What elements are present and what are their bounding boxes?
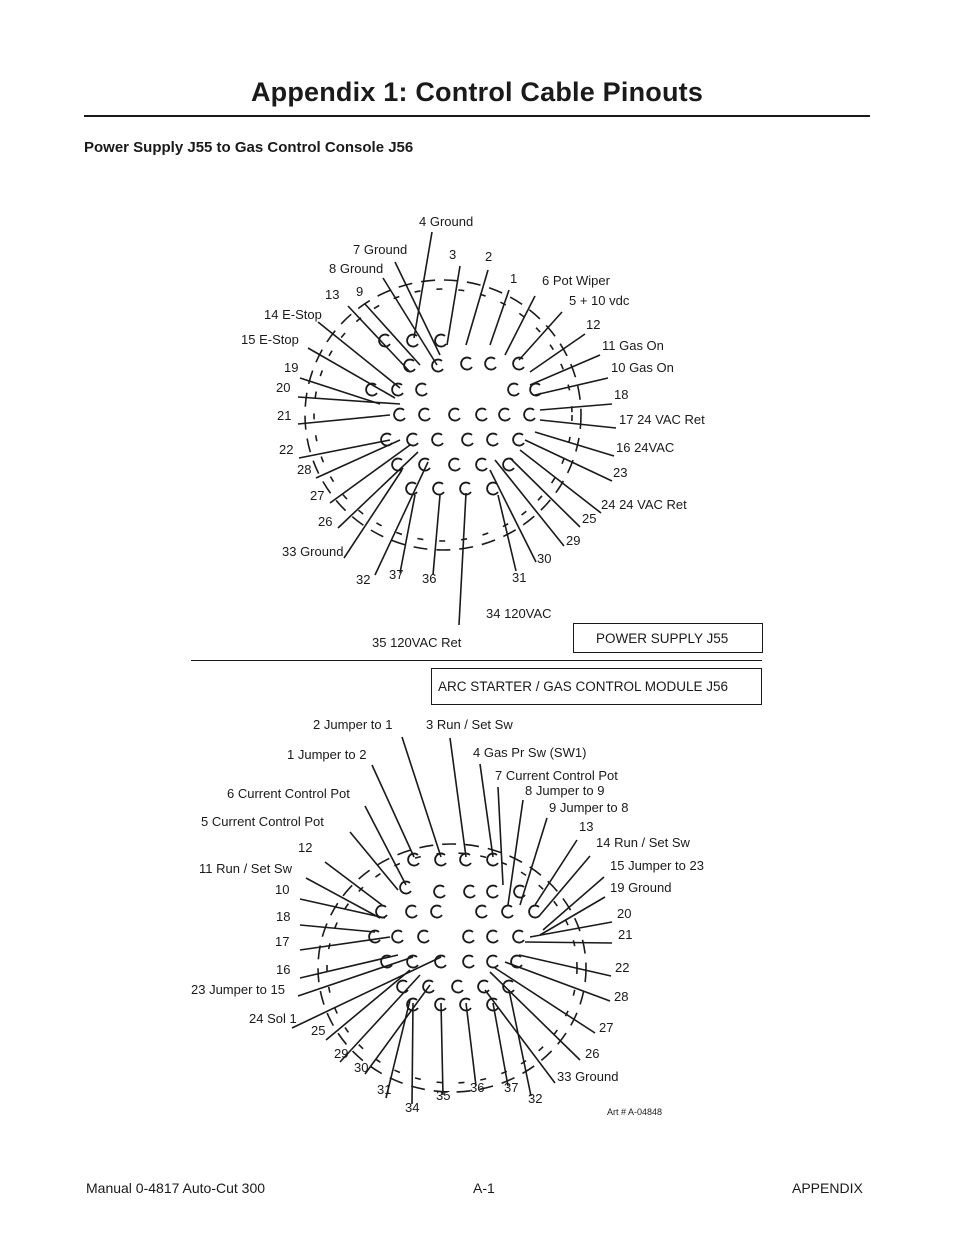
j56-pin-socket: [487, 886, 498, 898]
j56-leader-line: [485, 990, 555, 1083]
j55-pin-label-37: 37: [389, 567, 404, 582]
j56-pin-label-13: 13: [579, 819, 594, 834]
j55-pin-label-23: 23: [613, 465, 628, 480]
j55-leader-line: [520, 450, 601, 513]
j56-leader-line: [300, 925, 375, 932]
j56-pin-label-2: 2 Jumper to 1: [313, 717, 393, 732]
j56-leader-line: [498, 787, 503, 885]
j55-leader-line: [466, 270, 488, 345]
j55-pin-label-18: 18: [614, 387, 629, 402]
j55-pin-socket: [508, 384, 519, 396]
j56-pin-label-18: 18: [276, 909, 291, 924]
j56-pin-label-29: 29: [334, 1046, 349, 1061]
j55-pin-socket: [524, 409, 535, 421]
j55-pin-socket: [394, 409, 405, 421]
j56-box-label: ARC STARTER / GAS CONTROL MODULE J56: [438, 679, 729, 694]
j55-pin-socket: [461, 358, 472, 370]
j55-pin-label-15: 15 E-Stop: [241, 332, 299, 347]
j56-pin-socket: [487, 931, 498, 943]
j55-pin-socket: [433, 483, 444, 495]
j55-pin-label-10: 10 Gas On: [611, 360, 674, 375]
j55-pin-label-28: 28: [297, 462, 312, 477]
j56-pin-socket: [478, 981, 489, 993]
j56-pin-label-14: 14 Run / Set Sw: [596, 835, 690, 850]
j55-pin-label-32: 32: [356, 572, 371, 587]
j56-pin-label-9: 9 Jumper to 8: [549, 800, 629, 815]
footer-left: Manual 0-4817 Auto-Cut 300: [86, 1180, 266, 1196]
j55-pin-socket: [485, 358, 496, 370]
j55-leader-line: [525, 440, 612, 481]
j55-leader-line: [414, 232, 432, 338]
j55-leader-line: [459, 493, 466, 625]
j56-shell-inner: [327, 853, 577, 1083]
j56-leader-line: [300, 899, 385, 918]
j55-pin-label-16: 16 24VAC: [616, 440, 675, 455]
j55-pin-socket: [435, 335, 446, 347]
j55-pin-label-7: 7 Ground: [353, 242, 408, 257]
j55-leader-line: [298, 415, 390, 424]
j55-pin-label-9: 9: [356, 284, 364, 299]
j56-leader-line: [372, 765, 414, 857]
j56-pin-label-6: 6 Current Control Pot: [227, 786, 350, 801]
j56-shell-outer: [318, 844, 586, 1092]
j55-pin-socket: [407, 434, 418, 446]
j55-leader-line: [490, 290, 509, 345]
j55-pin-label-17: 17 24 VAC Ret: [619, 412, 705, 427]
j56-pin-label-10: 10: [275, 882, 290, 897]
j56-pin-socket: [529, 906, 540, 918]
j56-pin-socket: [434, 886, 445, 898]
j56-pin-socket: [464, 886, 475, 898]
j56-pin-label-25: 25: [311, 1023, 326, 1038]
j56-leader-line: [480, 764, 493, 857]
j55-box-label: POWER SUPPLY J55: [596, 630, 729, 646]
j56-leader-line: [525, 942, 612, 943]
j55-pin-socket: [499, 409, 510, 421]
j55-leader-line: [375, 462, 428, 575]
j55-shell-outer: [305, 280, 581, 550]
j56-pin-label-12: 12: [298, 840, 313, 855]
j55-pin-label-14: 14 E-Stop: [264, 307, 322, 322]
j55-pin-socket: [513, 434, 524, 446]
j55-leader-line: [490, 470, 536, 562]
j55-pin-label-31: 31: [512, 570, 527, 585]
connector-divider: [191, 660, 762, 661]
j55-pin-label-36: 36: [422, 571, 437, 586]
j55-pin-label-13: 13: [325, 287, 340, 302]
j55-pin-socket: [419, 409, 430, 421]
j55-shell-inner: [314, 289, 572, 541]
j56-pin-label-17: 17: [275, 934, 290, 949]
j56-leader-line: [412, 1003, 413, 1104]
j56-leader-line: [300, 937, 390, 950]
j55-pin-socket: [404, 360, 415, 372]
j55-pin-socket: [416, 384, 427, 396]
j56-pin-label-34: 34: [405, 1100, 420, 1115]
j56-pin-label-27: 27: [599, 1020, 614, 1035]
j55-leader-line: [530, 355, 600, 385]
j55-label-box: [573, 623, 763, 653]
j56-pin-socket: [431, 906, 442, 918]
j55-leader-line: [540, 420, 616, 428]
j55-pin-label-3: 3: [449, 247, 457, 262]
j55-leader-line: [498, 495, 516, 571]
j56-pin-label-32: 32: [528, 1091, 543, 1106]
j56-pin-label-31: 31: [377, 1082, 392, 1097]
j55-leader-line: [433, 495, 440, 575]
j56-leader-line: [530, 922, 612, 937]
j56-pin-socket: [392, 931, 403, 943]
j56-pin-label-33: 33 Ground: [557, 1069, 619, 1084]
j55-pin-label-33: 33 Ground: [282, 544, 344, 559]
j56-pin-label-21: 21: [618, 927, 633, 942]
j55-pin-socket: [449, 409, 460, 421]
j56-pin-label-1: 1 Jumper to 2: [287, 747, 367, 762]
j56-pin-socket: [476, 906, 487, 918]
page-title: Appendix 1: Control Cable Pinouts: [250, 77, 704, 107]
j55-pin-socket: [407, 335, 418, 347]
j56-leader-line: [493, 1003, 508, 1086]
j56-pin-label-7: 7 Current Control Pot: [495, 768, 618, 783]
art-number: Art # A-04848: [607, 1107, 663, 1117]
j56-pin-label-19: 19 Ground: [610, 880, 672, 895]
j56-pin-label-36: 36: [470, 1080, 485, 1095]
j55-pin-label-20: 20: [276, 380, 291, 395]
j55-leader-line: [535, 432, 614, 456]
j56-leader-line: [325, 862, 382, 905]
j56-pin-label-4: 4 Gas Pr Sw (SW1): [473, 745, 587, 760]
j56-pin-socket: [463, 931, 474, 943]
j56-pin-socket: [406, 906, 417, 918]
j55-pin-label-21: 21: [277, 408, 292, 423]
j55-pin-label-11: 11 Gas On: [602, 338, 664, 353]
j55-pin-socket: [476, 459, 487, 471]
j55-pin-label-29: 29: [566, 533, 581, 548]
j56-pin-socket: [502, 906, 513, 918]
j56-pin-socket: [487, 956, 498, 968]
footer-page-number: A-1: [473, 1180, 495, 1196]
j56-pin-socket: [463, 956, 474, 968]
j56-leader-line: [441, 1003, 443, 1095]
section-subtitle: Power Supply J55 to Gas Control Console J56: [84, 139, 414, 156]
j55-pin-label-5: 5 + 10 vdc: [569, 293, 630, 308]
j56-label-box: [431, 668, 762, 705]
j55-leader-line: [535, 378, 608, 395]
j56-leader-line: [505, 962, 610, 1001]
j56-leader-line: [402, 737, 441, 857]
j55-pin-label-6: 6 Pot Wiper: [542, 273, 610, 288]
j55-pin-label-1: 1: [510, 271, 518, 286]
j55-pin-label-12: 12: [586, 317, 601, 332]
j56-pin-label-23: 23 Jumper to 15: [191, 982, 285, 997]
j55-leader-line: [298, 397, 400, 404]
j55-leader-line: [540, 404, 612, 410]
j56-pin-label-37: 37: [504, 1080, 519, 1095]
j55-pin-label-4: 4 Ground: [419, 214, 474, 229]
j55-leader-line: [495, 460, 564, 546]
j55-pin-label-35: 35 120VAC Ret: [372, 635, 462, 650]
j56-pin-label-11: 11 Run / Set Sw: [199, 861, 292, 876]
j56-leader-line: [350, 832, 398, 890]
j56-leader-line: [365, 806, 406, 885]
j55-leader-line: [299, 440, 390, 458]
j55-leader-line: [348, 306, 410, 372]
j55-pin-socket: [487, 434, 498, 446]
j56-pin-socket: [418, 931, 429, 943]
j55-pin-socket: [449, 459, 460, 471]
j56-leader-line: [450, 738, 466, 857]
j55-pin-label-30: 30: [537, 551, 552, 566]
j56-pin-label-16: 16: [276, 962, 291, 977]
j56-pin-label-20: 20: [617, 906, 632, 921]
j56-pin-label-3: 3 Run / Set Sw: [426, 717, 513, 732]
j56-pin-socket: [513, 931, 524, 943]
j56-pin-label-5: 5 Current Control Pot: [201, 814, 324, 829]
j55-pin-label-26: 26: [318, 514, 333, 529]
j55-pin-label-25: 25: [582, 511, 597, 526]
j55-pin-socket: [432, 360, 443, 372]
j55-connector: [241, 214, 705, 650]
j56-pin-label-15: 15 Jumper to 23: [610, 858, 704, 873]
j56-pin-socket: [452, 981, 463, 993]
j56-leader-line: [298, 957, 413, 996]
j55-leader-line: [447, 266, 460, 345]
j56-pin-label-35: 35: [436, 1088, 451, 1103]
j55-pin-socket: [462, 434, 473, 446]
j55-pin-socket: [476, 409, 487, 421]
footer-right: APPENDIX: [792, 1180, 863, 1196]
j56-pin-label-26: 26: [585, 1046, 600, 1061]
j56-leader-line: [292, 957, 441, 1028]
j56-pin-label-28: 28: [614, 989, 629, 1004]
j55-pin-socket: [460, 483, 471, 495]
j55-pin-label-27: 27: [310, 488, 325, 503]
j55-pin-label-24: 24 24 VAC Ret: [601, 497, 687, 512]
j56-pin-label-22: 22: [615, 960, 630, 975]
j56-leader-line: [466, 1003, 476, 1086]
j55-pin-label-19: 19: [284, 360, 299, 375]
j55-pin-label-8: 8 Ground: [329, 261, 384, 276]
j55-pin-socket: [432, 434, 443, 446]
j56-connector: [191, 717, 704, 1115]
j55-pin-label-22: 22: [279, 442, 294, 457]
j55-leader-line: [519, 312, 562, 360]
j56-pin-label-30: 30: [354, 1060, 369, 1075]
j56-pin-label-8: 8 Jumper to 9: [525, 783, 605, 798]
j55-pin-label-2: 2: [485, 249, 493, 264]
j56-leader-line: [306, 878, 380, 918]
j55-pin-label-34: 34 120VAC: [486, 606, 552, 621]
j56-pin-label-24: 24 Sol 1: [249, 1011, 297, 1026]
